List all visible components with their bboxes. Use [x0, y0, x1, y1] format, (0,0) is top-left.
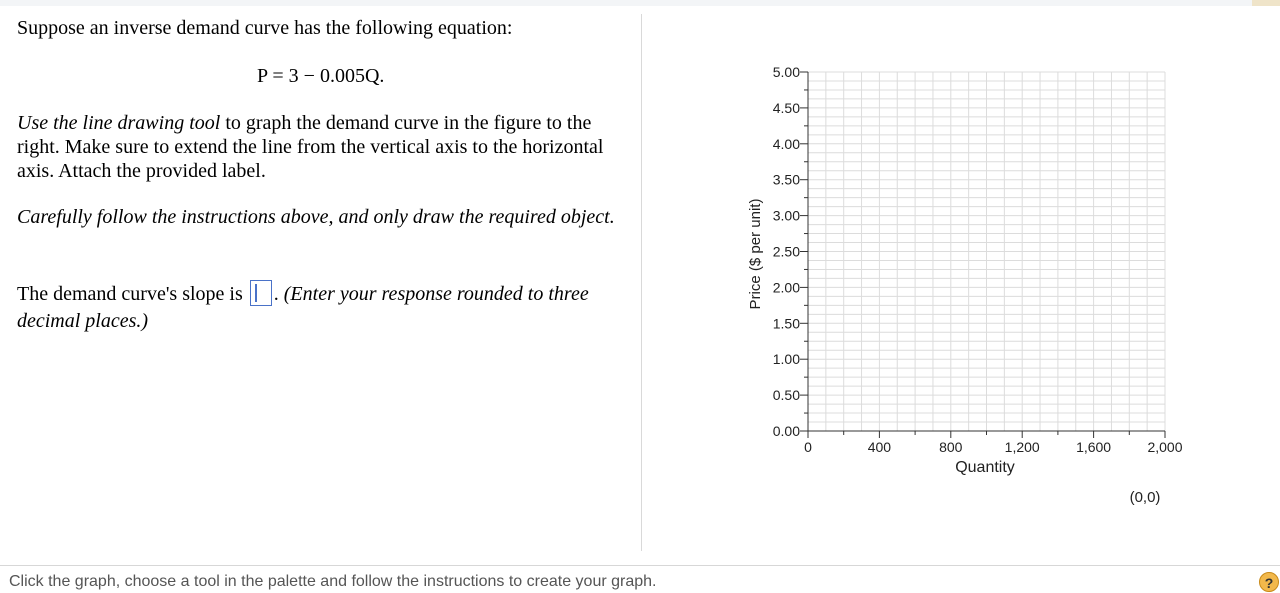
y-tick-label: 5.00: [772, 64, 800, 80]
grid: [808, 72, 1165, 431]
instructions-paragraph: [17, 111, 627, 183]
y-tick-label: 0.00: [772, 423, 800, 439]
top-strip: [0, 0, 1280, 6]
slope-input[interactable]: [250, 280, 272, 306]
y-tick-label: 1.50: [772, 315, 800, 332]
y-tick-label: 3.50: [772, 171, 800, 188]
y-axis-label: Price ($ per unit): [747, 198, 764, 310]
y-tick-label: 4.50: [772, 99, 800, 116]
instructions-emphasis: Use the line drawing tool: [17, 112, 221, 134]
caution-paragraph: Carefully follow the instructions above, and only draw the required object.: [17, 206, 615, 228]
x-tick-label: 2,000: [1147, 439, 1183, 455]
coordinate-readout: (0,0): [1129, 489, 1161, 506]
help-icon[interactable]: ?: [1259, 572, 1279, 592]
footer-instruction: Click the graph, choose a tool in the palette and follow the instructions to create your graph.: [9, 573, 657, 590]
x-tick-label: 1,200: [1004, 439, 1040, 455]
y-tick-label: 3.00: [772, 207, 800, 224]
graph-panel[interactable]: [642, 14, 1280, 559]
y-tick-label: 0.50: [772, 387, 800, 404]
x-tick-label: 1,600: [1076, 439, 1112, 455]
instructions-text: to graph the demand curve in the figure to the right. Make sure to extend the line from the vertical axis to the horizontal axis. Attach the provided label.: [17, 112, 604, 182]
y-tick-labels: [773, 64, 800, 439]
x-tick-label: 800: [939, 439, 963, 455]
slope-prefix: The demand curve's slope is: [17, 283, 248, 305]
graph-canvas[interactable]: [642, 14, 1280, 559]
question-intro: Suppose an inverse demand curve has the following equation:: [17, 17, 513, 39]
slope-suffix: .: [273, 283, 279, 305]
y-tick-label: 1.00: [772, 351, 800, 368]
slope-hint: (Enter your response rounded to three decimal places.): [17, 283, 589, 332]
y-tick-label: 2.50: [772, 243, 800, 260]
slope-paragraph: [17, 280, 627, 335]
top-corner-tab: [1252, 0, 1280, 6]
y-tick-label: 4.00: [772, 135, 800, 152]
x-tick-label: 400: [867, 439, 892, 455]
y-tick-label: 2.00: [772, 279, 800, 296]
x-tick-label: 0: [804, 439, 812, 455]
x-axis-label: Quantity: [955, 459, 1015, 476]
demand-equation: P = 3 − 0.005Q.: [257, 65, 385, 87]
input-caret: [255, 284, 257, 302]
x-tick-labels: [804, 439, 1183, 455]
footer-divider: [0, 565, 1280, 566]
axes: [800, 72, 1165, 438]
